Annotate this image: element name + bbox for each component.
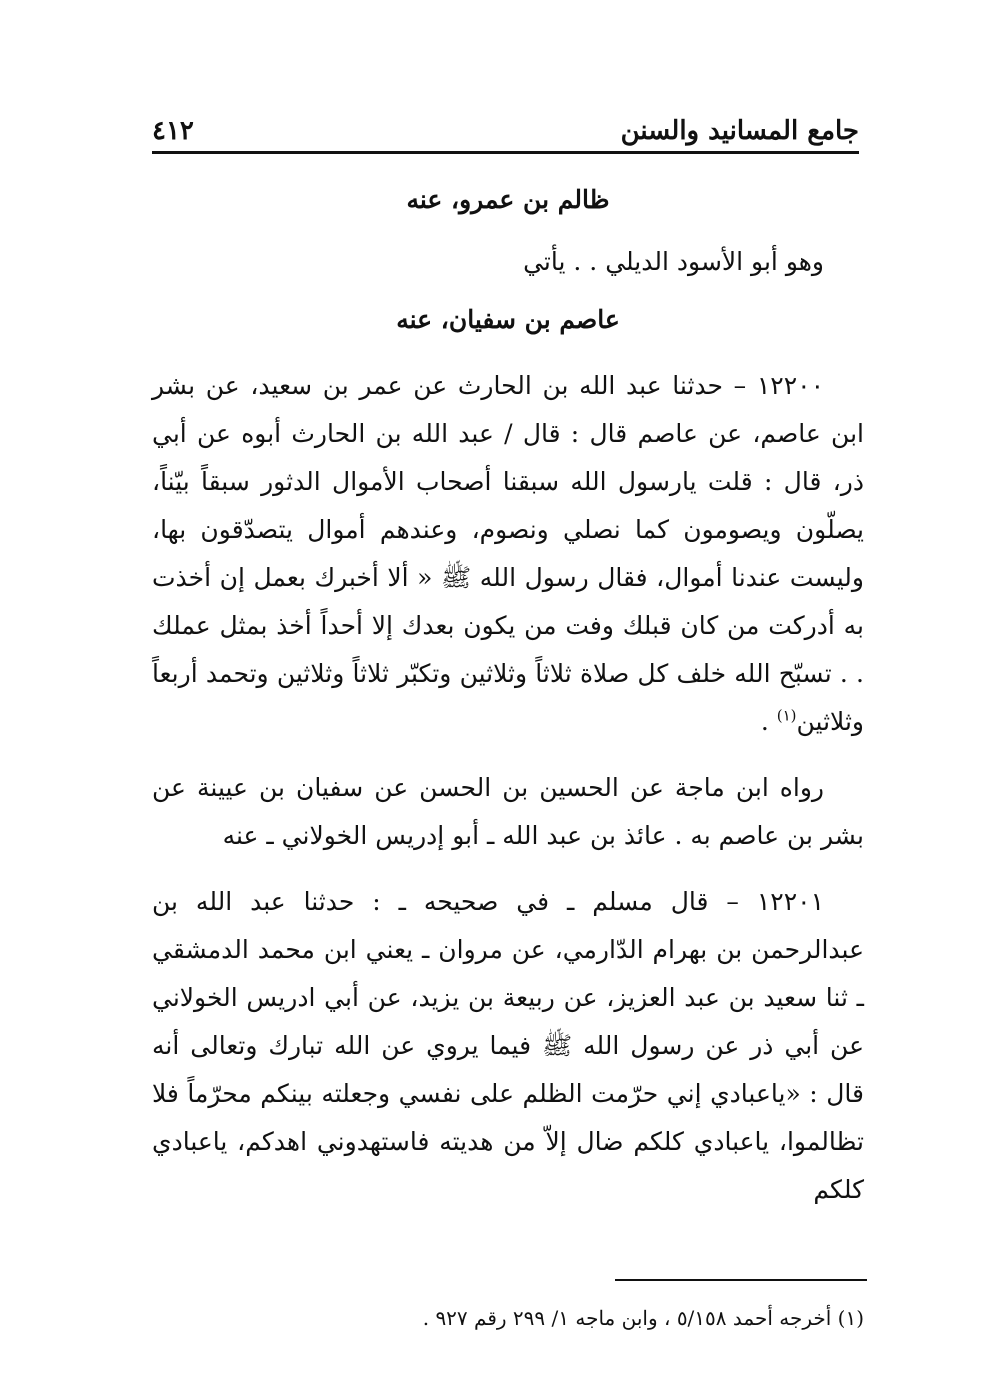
footnote-rule xyxy=(615,1279,867,1281)
footnote-reference: (١) xyxy=(776,706,797,725)
hadith-paragraph xyxy=(152,362,864,746)
book-title: جامع المسانيد والسنن xyxy=(620,116,859,146)
hadith-paragraph: ١٢٢٠١ – قال مسلم ـ في صحيحه ـ : حدثنا عبد الله بن عبدالرحمن بن بهرام الدّارمي، عن مروان ـ يعني ابن محمد الدمشقي ـ ثنا سعيد بن عبد العزيز، عن ربيعة بن يزيد، عن أبي ادريس الخولاني عن أبي ذر عن رسول الله ﷺ فيما يروي عن الله تبارك وتعالى أنه قال : «ياعبادي إني حرّمت الظلم على نفسي وجعلته بينكم محرّماً فلا تظالموا، ياعبادي كلكم ضال إلاّ من هديته فاستهدوني اهدكم، ياعبادي كلكم xyxy=(152,887,864,1204)
running-header xyxy=(152,96,859,146)
header-rule xyxy=(152,151,859,154)
cross-reference-note: وهو أبو الأسود الديلي . . يأتي xyxy=(523,247,824,276)
footnote: (١) أخرجه أحمد ٥/١٥٨ ، وابن ماجه ١/ ٢٩٩ رقم ٩٢٧ . xyxy=(422,1306,864,1330)
main-text xyxy=(152,180,864,1214)
section-title: عاصم بن سفيان، عنه xyxy=(396,305,620,334)
page-number: ٤١٢ xyxy=(152,116,194,146)
narration-paragraph: رواه ابن ماجة عن الحسين بن الحسن عن سفيان بن عيينة عن بشر بن عاصم به . عائذ بن عبد الله ـ أبو إدريس الخولاني ـ عنه xyxy=(152,773,864,850)
hadith-text-end: . xyxy=(760,707,777,736)
section-title: ظالم بن عمرو، عنه xyxy=(406,185,610,214)
hadith-text: ١٢٢٠٠ – حدثنا عبد الله بن الحارث عن عمر بن سعيد، عن بشر ابن عاصم، عن عاصم قال : قال / عبد الله بن الحارث أبوه عن أبي ذر، قال : قلت يارسول الله سبقنا أصحاب الأموال الدثور سبقاً بيّناً، يصلّون ويصومون كما نصلي ونصوم، وعندهم أموال يتصدّقون بها، وليست عندنا أموال، فقال رسول الله ﷺ « ألا أخبرك بعمل إن أخذت به أدركت من كان قبلك وفت من يكون بعدك إلا أحداً أخذ بمثل عملك . . تسبّح الله خلف كل صلاة ثلاثاً وثلاثين وتكبّر ثلاثاً وثلاثين وتحمد أربعاً وثلاثين xyxy=(152,371,864,736)
